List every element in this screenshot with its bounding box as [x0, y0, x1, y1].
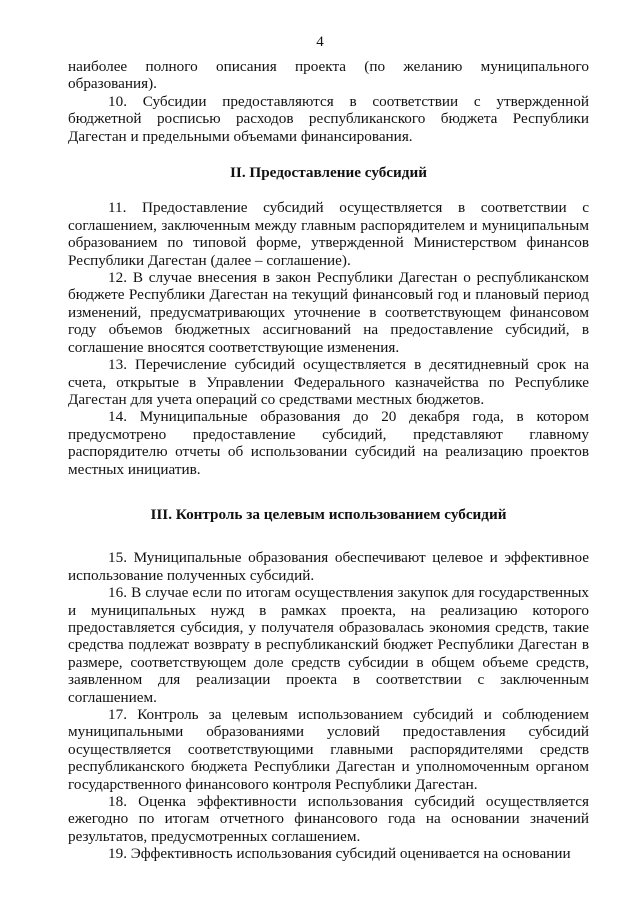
- paragraph-12: 12. В случае внесения в закон Республики Дагестан о республиканском бюджете Республики Дагестан на текущий финансовый год и плановый период изменений, предусматривающих уточнение в соответствующем финансовом году объемов бюджетных ассигнований на предоставление субсидий, в соглашение вносятся соответствующие изменения.: [68, 269, 589, 356]
- paragraph-18: 18. Оценка эффективности использования субсидий осуществляется ежегодно по итогам отчетного финансового года на основании значений результатов, предусмотренных соглашением.: [68, 793, 589, 845]
- page-number: 4: [316, 34, 324, 50]
- paragraph-10: 10. Субсидии предоставляются в соответствии с утвержденной бюджетной росписью расходов республиканского бюджета Республики Дагестан и предельными объемами финансирования.: [68, 92, 589, 145]
- paragraph-13: 13. Перечисление субсидий осуществляется в десятидневный срок на счета, открытые в Управлении Федерального казначейства по Республике Дагестан для учета операций со средствами местных бюджетов.: [68, 356, 589, 408]
- paragraph-16: 16. В случае если по итогам осуществления закупок для государственных и муниципальных нужд в рамках проекта, на реализацию которого предоставляется субсидия, у получателя образовалась экономия средств, такие средства подлежат возврату в республиканский бюджет Республики Дагестан в размере, соответствующем доле средств субсидии в общем объеме средств, заявленном для реализации проекта в соответствии с заключенным соглашением.: [68, 584, 589, 706]
- paragraph-11: 11. Предоставление субсидий осуществляется в соответствии с соглашением, заключенным между главным распорядителем и муниципальным образованием по типовой форме, утвержденной Министерством финансов Республики Дагестан (далее – соглашение).: [68, 199, 589, 269]
- paragraph-15: 15. Муниципальные образования обеспечивают целевое и эффективное использование полученных субсидий.: [68, 549, 589, 584]
- section-heading-3: III. Контроль за целевым использованием субсидий: [150, 505, 507, 523]
- paragraph-14: 14. Муниципальные образования до 20 декабря года, в котором предусмотрено предоставление субсидий, представляют главному распорядителю отчеты об использовании субсидий на реализацию проектов местных инициатив.: [68, 408, 589, 478]
- paragraph-17: 17. Контроль за целевым использованием субсидий и соблюдением муниципальными образованиями условий предоставления субсидий осуществляется соответствующими главными распорядителями средств республиканского бюджета Республики Дагестан и уполномоченным органом государственного финансового контроля Республики Дагестан.: [68, 706, 589, 793]
- paragraph-continuation: наиболее полного описания проекта (по желанию муниципального образования).: [68, 58, 589, 93]
- document-body: [68, 58, 589, 863]
- paragraph-19: 19. Эффективность использования субсидий оценивается на основании: [108, 845, 571, 863]
- section-heading-2: II. Предоставление субсидий: [230, 164, 427, 182]
